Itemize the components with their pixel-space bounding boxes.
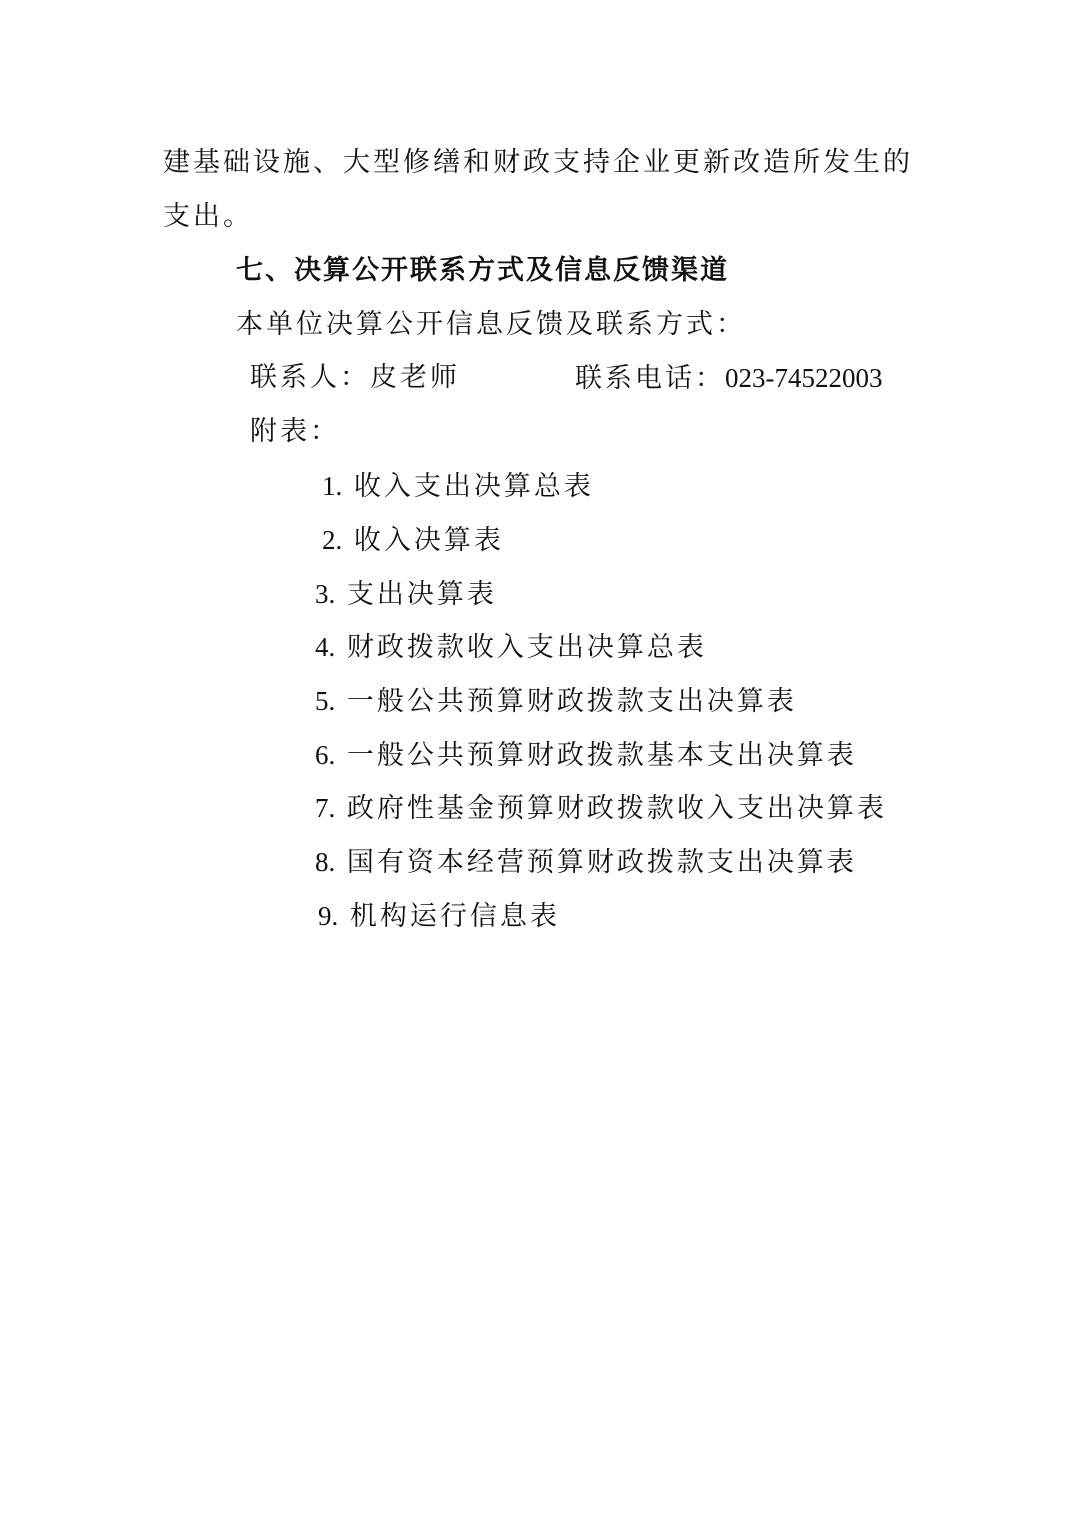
appendix-item-number: 6. [315,740,336,770]
contact-phone-value: 023-74522003 [725,363,883,393]
appendix-item [322,468,594,505]
section-intro: 本单位决算公开信息反馈及联系方式： [236,309,746,340]
appendix-item [315,576,497,613]
appendix-item-number: 5. [315,686,336,716]
contact-phone-label: 联系电话： [575,363,725,394]
appendix-item-text: 收入决算表 [353,525,504,556]
section-heading: 七、决算公开联系方式及信息反馈渠道 [236,255,729,286]
appendix-item [315,629,707,666]
appendix-item-number: 8. [315,847,336,877]
appendix-item-number: 1. [322,471,343,501]
appendix-item-text: 支出决算表 [346,579,497,610]
appendix-item-number: 3. [315,579,336,609]
contact-phone-line [575,360,883,397]
appendix-item [318,898,560,935]
appendix-item-text: 机构运行信息表 [349,901,560,932]
appendix-label: 附表： [250,416,340,447]
paragraph-line-1: 建基础设施、大型修缮和财政支持企业更新改造所发生的 [163,147,913,178]
paragraph-line-2: 支出。 [163,201,253,232]
appendix-item [322,522,504,559]
appendix-item-number: 2. [322,525,343,555]
appendix-item-text: 财政拨款收入支出决算总表 [346,632,707,663]
appendix-item [315,737,857,774]
appendix-item [315,844,857,881]
appendix-item-text: 政府性基金预算财政拨款收入支出决算表 [346,793,887,824]
appendix-item [315,683,797,720]
appendix-item-text: 收入支出决算总表 [353,471,594,502]
contact-person-value: 皮老师 [370,362,460,393]
appendix-item-text: 国有资本经营预算财政拨款支出决算表 [346,847,857,878]
appendix-item-number: 9. [318,901,339,931]
appendix-item-number: 4. [315,632,336,662]
appendix-item-text: 一般公共预算财政拨款基本支出决算表 [346,740,857,771]
appendix-item-number: 7. [315,793,336,823]
contact-person-label: 联系人： [250,362,370,393]
contact-person-line [250,360,460,396]
appendix-item-text: 一般公共预算财政拨款支出决算表 [346,686,797,717]
appendix-item [315,790,887,827]
